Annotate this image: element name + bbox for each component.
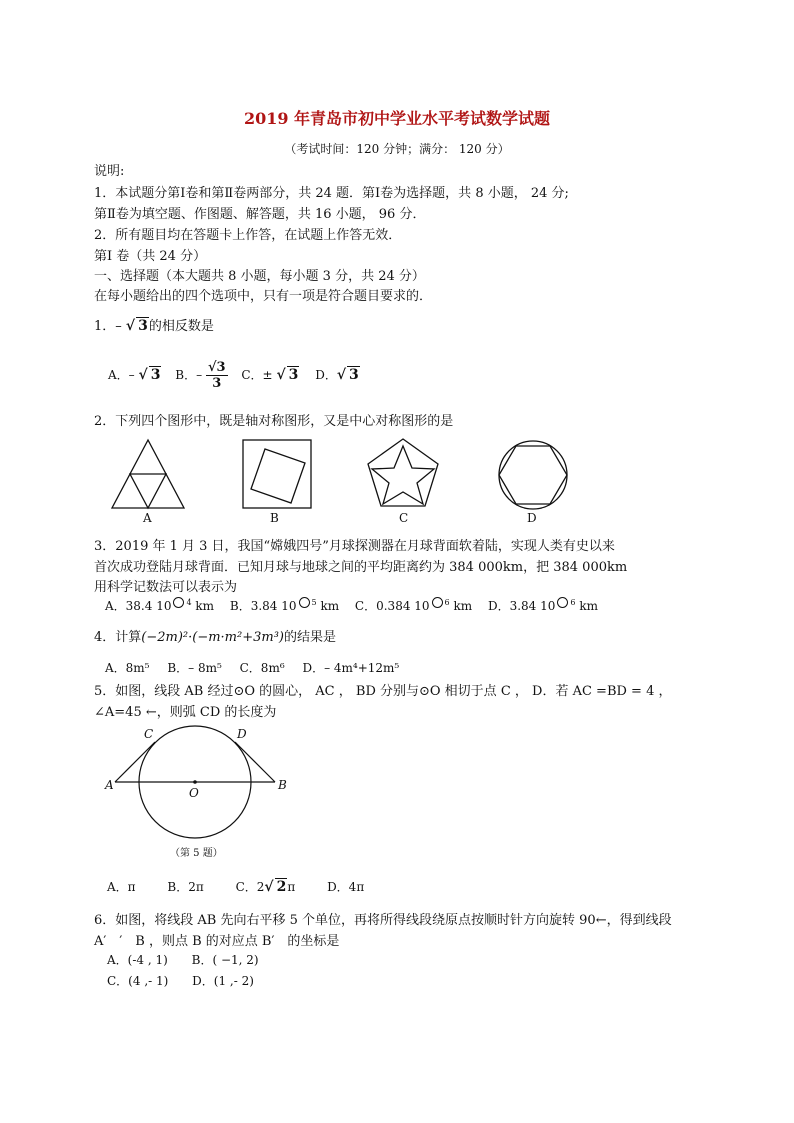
q1-prefix: 1．– [94, 319, 122, 334]
figure-c-pentagon-star [368, 439, 438, 506]
part-heading: 一、选择题（本大题共 8 小题，每小题 3 分，共 24 分） [94, 269, 425, 284]
q5-option-b[interactable]: B．2π [167, 880, 204, 894]
q5-options [107, 878, 364, 895]
q4-option-b[interactable]: B．– 8m⁵ [167, 661, 222, 675]
q2-figures [100, 436, 600, 516]
q3-option-a[interactable]: A．38.4 10 $^4$ km [105, 598, 215, 613]
q3-options [105, 597, 598, 614]
q6-option-a[interactable]: A．(-4 , 1) [107, 953, 168, 967]
q5-label-b: B [278, 778, 287, 792]
q1-option-b[interactable]: B．– $\frac{√3}{3}$ [175, 360, 226, 391]
exam-subtitle: （考试时间：120 分钟；满分： 120 分） [284, 142, 510, 156]
q4-stem: 4．计算(−2m)²·(−m·m²+3m³)的结果是 [94, 630, 337, 645]
q5-label-d: D [237, 727, 247, 741]
intro-line3: 2．所有题目均在答题卡上作答，在试题上作答无效． [94, 228, 402, 243]
figure-b-square [243, 440, 311, 508]
times-symbol-icon [432, 597, 443, 608]
q5-option-c[interactable]: C．2√ 2π [235, 879, 296, 895]
q4-options [105, 659, 399, 676]
q5-line2: ∠A=45 ←，则弧 CD 的长度为 [94, 705, 277, 720]
times-symbol-icon [299, 597, 310, 608]
q6-options-row1 [107, 951, 259, 968]
q5-figure [100, 724, 300, 864]
section-heading: 第Ⅰ 卷（共 24 分） [94, 249, 207, 264]
q4-option-c[interactable]: C．8m⁶ [239, 661, 285, 675]
q5-label-a: A [105, 778, 114, 792]
q2-label-b[interactable]: B [270, 511, 279, 525]
q6-option-d[interactable]: D．(1 ,- 2) [192, 974, 254, 988]
q3-line1: 3．2019 年 1 月 3 日，我国“嫦娥四号”月球探测器在月球背面软着陆，实现人类有史以来 [94, 539, 615, 554]
q1-option-d[interactable]: D．√ 3 [315, 367, 359, 383]
q5-option-d[interactable]: D．4π [327, 880, 365, 894]
intro-line2: 第Ⅱ卷为填空题、作图题、解答题，共 16 小题， 96 分． [94, 207, 426, 222]
q3-line3: 用科学记数法可以表示为 [94, 580, 238, 595]
q4-option-a[interactable]: A．8m⁵ [105, 661, 150, 675]
instruction: 在每小题给出的四个选项中，只有一项是符合题目要求的． [94, 289, 433, 304]
q6-options-row2 [107, 972, 254, 989]
q3-option-b[interactable]: B．3.84 10 $^5$ km [229, 598, 340, 613]
page-title: 2019 年青岛市初中学业水平考试数学试题 [243, 109, 551, 128]
intro-heading: 说明: [94, 164, 125, 179]
q1-options [108, 360, 360, 391]
q2-label-a[interactable]: A [143, 511, 152, 525]
times-symbol-icon [557, 597, 568, 608]
times-symbol-icon [173, 597, 184, 608]
intro-line1: 1．本试题分第Ⅰ卷和第Ⅱ卷两部分，共 24 题．第Ⅰ卷为选择题，共 8 小题， 24 分; [94, 186, 569, 201]
center-point [193, 780, 197, 784]
q1-option-a[interactable]: A．– √ 3 [108, 367, 161, 383]
q5-caption: （第 5 题） [170, 848, 223, 859]
q1-radical: √ 3 [125, 318, 148, 334]
q2-label-d[interactable]: D [527, 511, 537, 525]
q5-label-o: O [189, 786, 199, 800]
q1-option-c[interactable]: C．± √ 3 [241, 367, 299, 383]
q2-label-c[interactable]: C [399, 511, 409, 525]
q6-option-b[interactable]: B．( −1, 2) [191, 953, 259, 967]
q3-option-c[interactable]: C．0.384 10 $^6$ km [354, 598, 473, 613]
q4-option-d[interactable]: D．– 4m⁴+12m⁵ [302, 661, 400, 675]
figure-a-triangle [112, 440, 184, 508]
q1-suffix: 的相反数是 [148, 319, 214, 334]
q6-line1: 6．如图，将线段 AB 先向右平移 5 个单位，再将所得线段绕原点按顺时针方向旋转 90←，得到线段 [94, 913, 672, 928]
q4-expression: (−2m)²·(−m·m²+3m³) [141, 630, 284, 645]
q1-stem [94, 315, 214, 334]
figure-d-circle-hexagon [499, 441, 567, 509]
q5-option-a[interactable]: A．π [107, 880, 136, 894]
q5-line1: 5．如图，线段 AB 经过⊙O 的圆心， AC ， BD 分别与⊙O 相切于点 C ， D．若 AC =BD = 4 ， [94, 684, 672, 699]
q2-stem: 2．下列四个图形中，既是轴对称图形，又是中心对称图形的是 [94, 414, 454, 429]
q3-line2: 首次成功登陆月球背面．已知月球与地球之间的平均距离约为 384 000km，把 384 000km [94, 560, 628, 575]
q6-option-c[interactable]: C．(4 ,- 1) [107, 974, 169, 988]
q5-label-c: C [144, 727, 154, 741]
q3-option-d[interactable]: D．3.84 10 $^6$ km [487, 598, 598, 613]
q6-line2: A′ ′ B ，则点 B 的对应点 B′ 的坐标是 [94, 934, 340, 949]
